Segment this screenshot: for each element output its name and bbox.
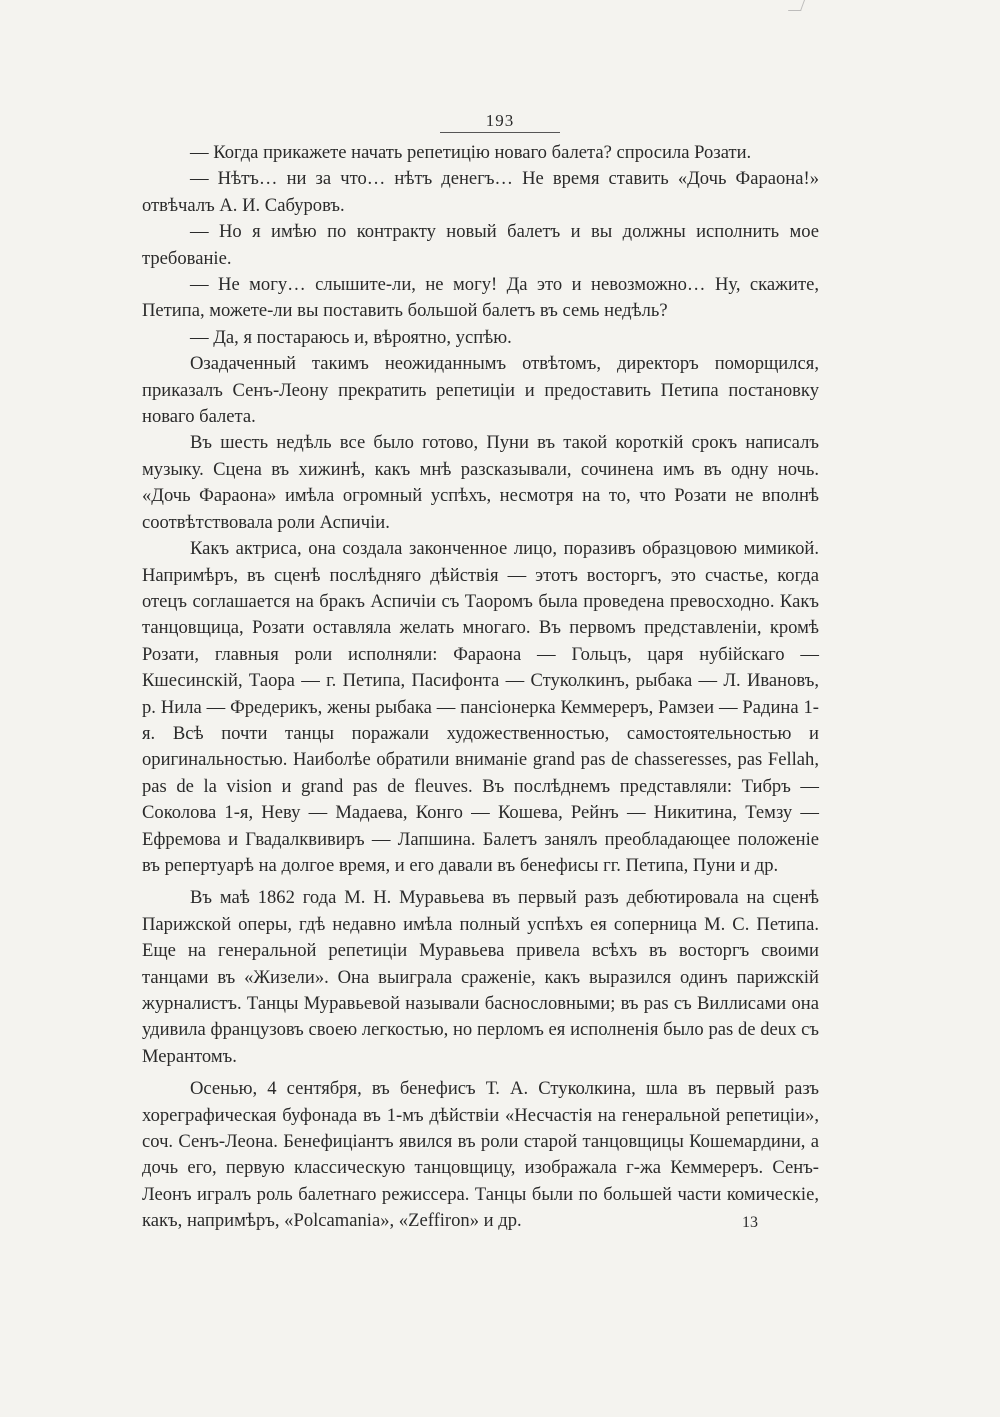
page-number-top: 193 <box>485 111 515 130</box>
paragraph: — Но я имѣю по контракту новый балетъ и вы должны исполнить мое требованіе. <box>142 221 819 269</box>
page-signature-number: 13 <box>742 1214 758 1231</box>
paragraph: — Нѣтъ… ни за что… нѣтъ денегъ… Не время ставить «Дочь Фараона!» отвѣчалъ А. И. Сабуровъ. <box>142 168 819 216</box>
paragraph: — Не могу… слышите-ли, не могу! Да это и невозможно… Ну, скажите, Петипа, можете-ли вы поставить большой балетъ въ семь недѣль? <box>142 274 819 322</box>
paragraph: Какъ актриса, она создала законченное лицо, поразивъ образцовою мимикой. Напримѣръ, въ сценѣ послѣдняго дѣйствія — этотъ восторгъ, это счастье, когда отецъ соглашается на бракъ Аспичіи съ Таоромъ была проведена превосходно. Какъ танцовщица, Розати оставляла желать многаго. Въ первомъ представленіи, кромѣ Розати, главныя роли исполняли: Фараона — Гольцъ, царя нубійскаго — Кшесинскій, Таора — г. Петипа, Пасифонта — Стуколкинъ, рыбака — Л. Ивановъ, р. Нила — Фредерикъ, жены рыбака — пансіонерка Кеммереръ, Рамзеи — Радина 1-я. Всѣ почти танцы поражали художественностью, самостоятельностью и оригинальностью. Наиболѣе обратили вниманіе grand pas de chasseresses, pas Fellah, pas de la vision и grand pas de fleuves. Въ послѣднемъ представляли: Тибръ — Соколова 1-я, Неву — Мадаева, Конго — Кошева, Рейнъ — Никитина, Темзу — Ефремова и Гвадалквивиръ — Лапшина. Балетъ занялъ преобладающее положеніе въ репертуарѣ на долгое время, и его давали въ бенефисы гг. Петипа, Пуни и др. <box>142 538 819 876</box>
paragraph: — Да, я постараюсь и, вѣроятно, успѣю. <box>190 326 512 348</box>
paragraph: Въ маѣ 1862 года М. Н. Муравьева въ первый разъ дебютировала на сценѣ Парижской оперы, гдѣ недавно имѣла полный успѣхъ ея соперница М. С. Петипа. Еще на генеральной репетиціи Муравьева привела всѣхъ въ восторгъ своими танцами въ «Жизели». Она выиграла сраженіе, какъ выразился одинъ парижскій журналистъ. Танцы Муравьевой называли баснословными; въ pas съ Виллисами она удивила французовъ своею легкостью, но перломъ ея исполненія было pas de deux съ Мерантомъ. <box>142 887 819 1067</box>
header-rule <box>440 132 560 133</box>
body-text <box>142 140 819 1235</box>
corner-scan-mark <box>788 0 805 11</box>
paragraph: — Когда прикажете начать репетицію новаго балета? спросила Розати. <box>190 142 752 163</box>
paragraph: Въ шесть недѣль все было готово, Пуни въ такой короткій срокъ написалъ музыку. Сцена въ хижинѣ, какъ мнѣ разсказывали, сочинена имъ въ одну ночь. «Дочь Фараона» имѣла огромный успѣхъ, несмотря на то, что Розати не вполнѣ соотвѣтствовала роли Аспичіи. <box>142 432 819 533</box>
paragraph: Осенью, 4 сентября, въ бенефисъ Т. А. Стуколкина, шла въ первый разъ хореграфическая буфонада въ 1-мъ дѣйствіи «Несчастія на генеральной репетиціи», соч. Сенъ-Леона. Бенефиціантъ явился въ роли старой танцовщицы Кошемардини, а дочь его, первую классическую танцовщицу, изображала г-жа Кеммереръ. Сенъ-Леонъ игралъ роль балетнаго режиссера. Танцы были по большей части комическіе, какъ, напримѣръ, «Polcamania», «Zeffiron» и др. <box>142 1078 819 1232</box>
paragraph: Озадаченный такимъ неожиданнымъ отвѣтомъ, директоръ поморщился, приказалъ Сенъ-Леону прекратить репетиціи и предоставить Петипа постановку новаго балета. <box>142 353 819 428</box>
